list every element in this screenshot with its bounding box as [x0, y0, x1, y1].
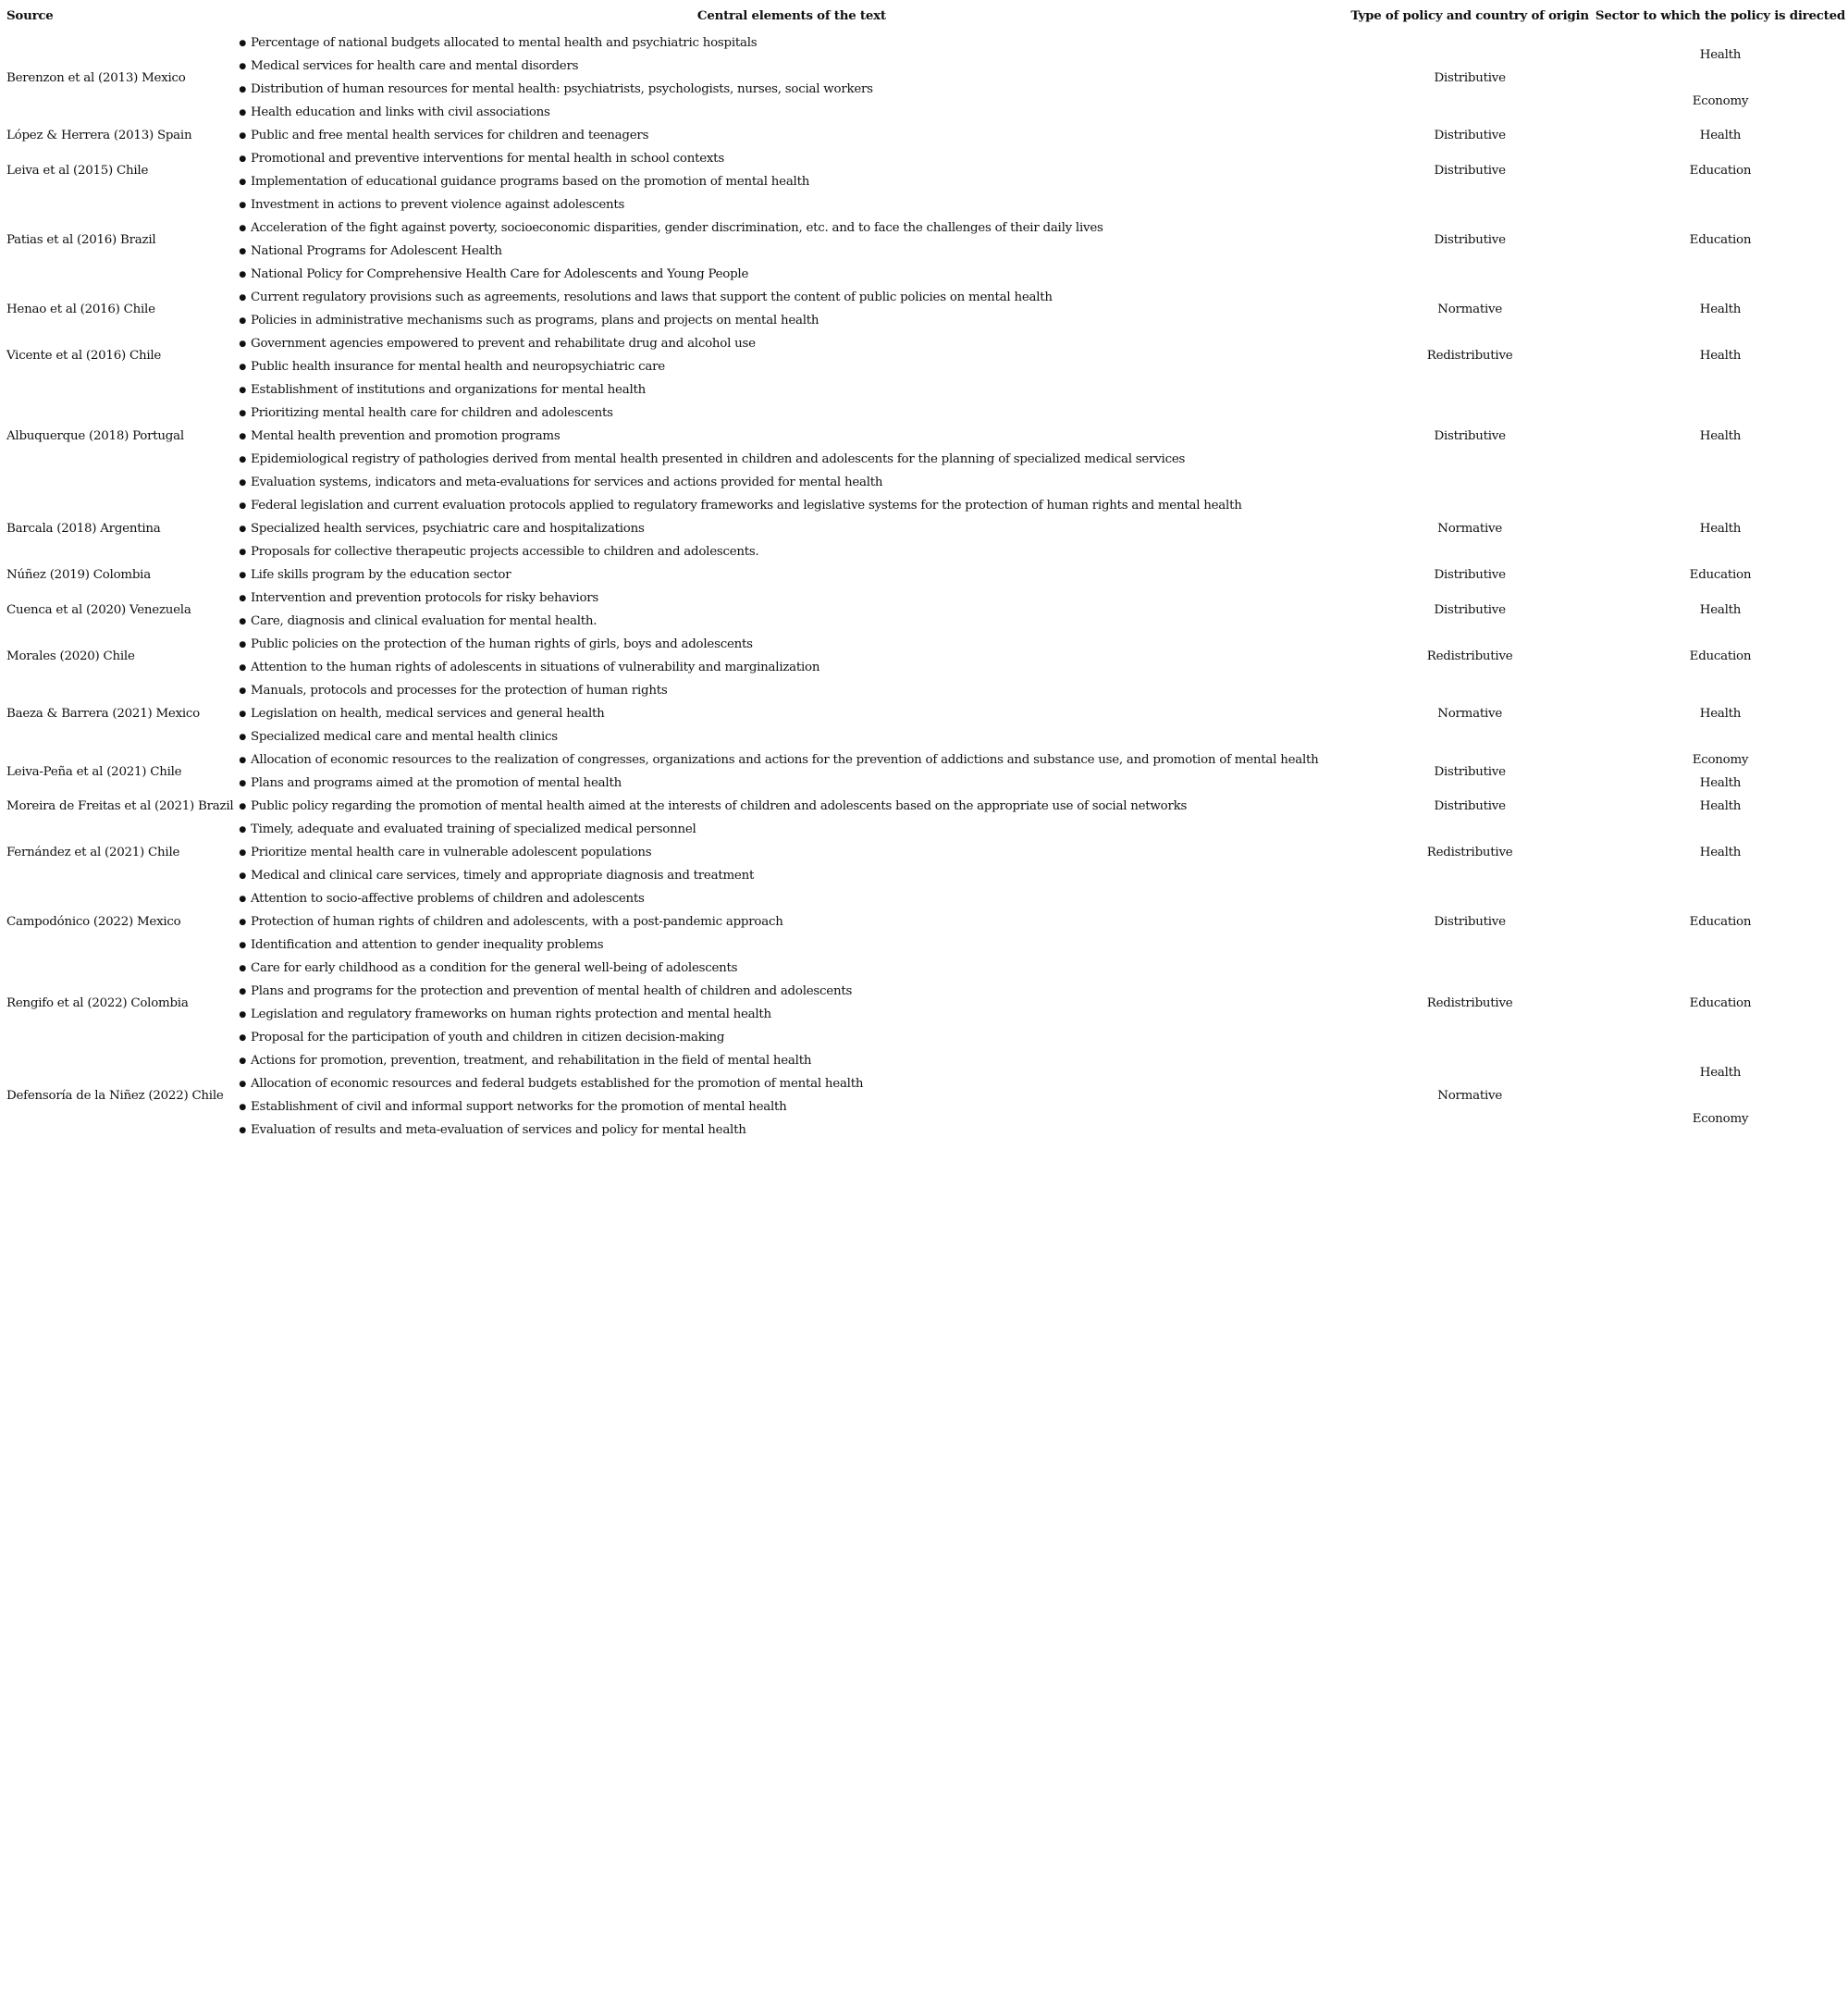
table-row — [4, 286, 1848, 332]
sector-cell — [1593, 378, 1848, 494]
policy-type-cell: Distributive — [1434, 129, 1506, 142]
elements-cell — [236, 633, 1347, 679]
elements-cell — [236, 31, 1347, 124]
sector-cell — [1593, 494, 1848, 563]
sector-label: Economy — [1692, 93, 1749, 108]
element-bullet-item: ● Proposal for the participation of youth and children in citizen decision-making — [239, 1026, 1344, 1049]
element-bullet-item: ● Allocation of economic resources and federal budgets established for the promotion of mental health — [239, 1072, 1344, 1095]
sector-label: Economy — [1692, 753, 1749, 767]
policy-type-cell: Normative — [1437, 522, 1502, 536]
table-row — [4, 587, 1848, 633]
sector-label: Health — [1699, 1065, 1742, 1080]
table-row — [4, 378, 1848, 494]
sector-label: Health — [1699, 522, 1742, 536]
sector-label: Education — [1689, 649, 1752, 663]
sector-label: Health — [1699, 47, 1742, 62]
elements-cell — [236, 147, 1347, 193]
table-row — [4, 31, 1848, 124]
table-row — [4, 633, 1848, 679]
element-bullet-item: ● Public health insurance for mental health and neuropsychiatric care — [239, 355, 1344, 378]
policy-type-cell: Distributive — [1434, 915, 1506, 929]
source-cell: Leiva-Peña et al (2021) Chile — [6, 764, 182, 779]
element-bullet-item: ● Actions for promotion, prevention, treatment, and rehabilitation in the field of mental health — [239, 1049, 1344, 1072]
policy-type-cell: Distributive — [1434, 764, 1506, 779]
source-cell: Henao et al (2016) Chile — [6, 302, 155, 316]
sector-cell — [1593, 587, 1848, 633]
sector-cell — [1593, 748, 1848, 795]
element-bullet-item: ● Care for early childhood as a condition for the general well-being of adolescents — [239, 957, 1344, 980]
element-bullet-item: ● Legislation on health, medical services and general health — [239, 702, 1344, 725]
elements-cell — [236, 748, 1347, 795]
elements-cell — [236, 957, 1347, 1049]
source-cell: Defensoría de la Niñez (2022) Chile — [6, 1088, 224, 1103]
element-bullet-item: ● Proposals for collective therapeutic projects accessible to children and adolescents. — [239, 540, 1344, 563]
source-cell: Baeza & Barrera (2021) Mexico — [6, 707, 200, 721]
element-bullet-item: ● Current regulatory provisions such as agreements, resolutions and laws that support the content of public policies on mental health — [239, 286, 1344, 309]
sector-label: Health — [1699, 846, 1742, 859]
table-row — [4, 679, 1848, 748]
sector-cell — [1593, 332, 1848, 378]
sector-cell — [1593, 563, 1848, 587]
elements-cell — [236, 494, 1347, 563]
sector-label: Health — [1699, 348, 1742, 363]
elements-cell — [236, 563, 1347, 587]
source-cell: Moreira de Freitas et al (2021) Brazil — [6, 799, 234, 813]
header-elements: Central elements of the text — [696, 8, 886, 23]
element-bullet-item: ● Life skills program by the education sector — [239, 563, 1344, 587]
element-bullet-item: ● Percentage of national budgets allocated to mental health and psychiatric hospitals — [239, 31, 1344, 55]
element-bullet-item: ● Public policy regarding the promotion of mental health aimed at the interests of children and adolescents based on the appropriate use of social networks — [239, 795, 1344, 818]
table-header-row — [4, 0, 1848, 31]
source-cell: Cuenca et al (2020) Venezuela — [6, 602, 191, 617]
sector-label: Health — [1699, 602, 1742, 617]
sector-label: Health — [1699, 707, 1742, 721]
element-bullet-item: ● National Programs for Adolescent Health — [239, 240, 1344, 263]
sector-cell — [1593, 957, 1848, 1049]
source-cell: Berenzon et al (2013) Mexico — [6, 70, 186, 85]
policy-type-cell: Normative — [1437, 302, 1502, 316]
element-bullet-item: ● Attention to the human rights of adolescents in situations of vulnerability and marginalization — [239, 656, 1344, 679]
header-source: Source — [6, 8, 54, 23]
sector-cell — [1593, 633, 1848, 679]
sector-label: Education — [1689, 163, 1752, 178]
policy-type-cell: Distributive — [1434, 429, 1506, 443]
table-row — [4, 124, 1848, 147]
sector-cell — [1593, 1049, 1848, 1142]
policy-type-cell: Redistributive — [1426, 995, 1513, 1010]
element-bullet-item: ● Public policies on the protection of the human rights of girls, boys and adolescents — [239, 633, 1344, 656]
sector-label: Health — [1699, 429, 1742, 443]
sector-label: Education — [1689, 915, 1752, 929]
element-bullet-item: ● Care, diagnosis and clinical evaluation for mental health. — [239, 610, 1344, 633]
table-row — [4, 957, 1848, 1049]
element-bullet-item: ● Plans and programs aimed at the promotion of mental health — [239, 772, 1344, 795]
elements-cell — [236, 587, 1347, 633]
sector-label: Health — [1699, 799, 1742, 813]
elements-cell — [236, 887, 1347, 957]
header-sector: Sector to which the policy is directed — [1595, 8, 1845, 23]
element-bullet-item: ● Legislation and regulatory frameworks on human rights protection and mental health — [239, 1003, 1344, 1026]
sector-cell — [1593, 887, 1848, 957]
element-bullet-item: ● Promotional and preventive interventions for mental health in school contexts — [239, 147, 1344, 170]
table-row — [4, 494, 1848, 563]
sector-cell — [1593, 147, 1848, 193]
sector-label: Education — [1689, 568, 1752, 582]
elements-cell — [236, 332, 1347, 378]
element-bullet-item: ● Establishment of civil and informal support networks for the promotion of mental health — [239, 1095, 1344, 1119]
element-bullet-item: ● Public and free mental health services for children and teenagers — [239, 124, 1344, 147]
element-bullet-item: ● Prioritize mental health care in vulnerable adolescent populations — [239, 841, 1344, 864]
sector-cell — [1593, 31, 1848, 124]
sector-cell — [1593, 193, 1848, 286]
sector-label: Education — [1689, 995, 1752, 1010]
element-bullet-item: ● Epidemiological registry of pathologies derived from mental health presented in children and adolescents for the planning of specialized medical services — [239, 448, 1344, 471]
sector-cell — [1593, 795, 1848, 818]
source-cell: Núñez (2019) Colombia — [6, 568, 151, 582]
element-bullet-item: ● Federal legislation and current evaluation protocols applied to regulatory frameworks and legislative systems for the protection of human rights and mental health — [239, 494, 1344, 517]
table-row — [4, 748, 1848, 795]
element-bullet-item: ● Protection of human rights of children and adolescents, with a post-pandemic approach — [239, 910, 1344, 933]
table-row — [4, 818, 1848, 887]
element-bullet-item: ● Distribution of human resources for mental health: psychiatrists, psychologists, nurses, social workers — [239, 78, 1344, 101]
header-type: Type of policy and country of origin — [1350, 8, 1589, 23]
source-cell: Rengifo et al (2022) Colombia — [6, 995, 189, 1010]
source-cell: Barcala (2018) Argentina — [6, 522, 161, 536]
element-bullet-item: ● Intervention and prevention protocols for risky behaviors — [239, 587, 1344, 610]
element-bullet-item: ● Plans and programs for the protection and prevention of mental health of children and adolescents — [239, 980, 1344, 1003]
policy-table — [4, 0, 1848, 1142]
source-cell: Vicente et al (2016) Chile — [6, 348, 162, 363]
elements-cell — [236, 378, 1347, 494]
sector-label: Economy — [1692, 1111, 1749, 1126]
policy-type-cell: Distributive — [1434, 70, 1506, 85]
sector-cell — [1593, 679, 1848, 748]
policy-type-cell: Distributive — [1434, 568, 1506, 582]
policy-type-cell: Normative — [1437, 1088, 1502, 1103]
table-body — [4, 31, 1848, 1142]
source-cell: Campodónico (2022) Mexico — [6, 915, 181, 929]
elements-cell — [236, 795, 1347, 818]
sector-cell — [1593, 286, 1848, 332]
policy-type-cell: Distributive — [1434, 602, 1506, 617]
element-bullet-item: ● Government agencies empowered to prevent and rehabilitate drug and alcohol use — [239, 332, 1344, 355]
element-bullet-item: ● Investment in actions to prevent violence against adolescents — [239, 193, 1344, 216]
source-cell: Morales (2020) Chile — [6, 649, 135, 663]
elements-cell — [236, 679, 1347, 748]
policy-type-cell: Distributive — [1434, 232, 1506, 247]
element-bullet-item: ● Medical services for health care and mental disorders — [239, 55, 1344, 78]
element-bullet-item: ● National Policy for Comprehensive Health Care for Adolescents and Young People — [239, 263, 1344, 286]
element-bullet-item: ● Manuals, protocols and processes for the protection of human rights — [239, 679, 1344, 702]
table-row — [4, 563, 1848, 587]
element-bullet-item: ● Mental health prevention and promotion programs — [239, 425, 1344, 448]
table-row — [4, 332, 1848, 378]
sector-cell — [1593, 818, 1848, 887]
element-bullet-item: ● Timely, adequate and evaluated training of specialized medical personnel — [239, 818, 1344, 841]
element-bullet-item: ● Specialized health services, psychiatric care and hospitalizations — [239, 517, 1344, 540]
element-bullet-item: ● Implementation of educational guidance programs based on the promotion of mental health — [239, 170, 1344, 193]
sector-label: Health — [1699, 302, 1742, 316]
elements-cell — [236, 193, 1347, 286]
sector-label: Health — [1699, 776, 1742, 790]
element-bullet-item: ● Acceleration of the fight against poverty, socioeconomic disparities, gender discrimination, etc. and to face the challenges of their daily lives — [239, 216, 1344, 240]
table-row — [4, 887, 1848, 957]
sector-label: Health — [1699, 129, 1742, 142]
element-bullet-item: ● Health education and links with civil associations — [239, 101, 1344, 124]
elements-cell — [236, 818, 1347, 887]
element-bullet-item: ● Policies in administrative mechanisms such as programs, plans and projects on mental health — [239, 309, 1344, 332]
element-bullet-item: ● Establishment of institutions and organizations for mental health — [239, 378, 1344, 402]
source-cell: López & Herrera (2013) Spain — [6, 129, 192, 142]
source-cell: Patias et al (2016) Brazil — [6, 232, 156, 247]
source-cell: Leiva et al (2015) Chile — [6, 163, 149, 178]
source-cell: Albuquerque (2018) Portugal — [6, 429, 184, 443]
table-row — [4, 193, 1848, 286]
table-row — [4, 147, 1848, 193]
policy-type-cell: Redistributive — [1426, 846, 1513, 859]
policy-type-cell: Distributive — [1434, 163, 1506, 178]
element-bullet-item: ● Medical and clinical care services, timely and appropriate diagnosis and treatment — [239, 864, 1344, 887]
policy-type-cell: Redistributive — [1426, 649, 1513, 663]
source-cell: Fernández et al (2021) Chile — [6, 846, 180, 859]
policy-type-cell: Distributive — [1434, 799, 1506, 813]
sector-label: Education — [1689, 232, 1752, 247]
element-bullet-item: ● Evaluation systems, indicators and meta-evaluations for services and actions provided for mental health — [239, 471, 1344, 494]
element-bullet-item: ● Attention to socio-affective problems of children and adolescents — [239, 887, 1344, 910]
element-bullet-item: ● Identification and attention to gender inequality problems — [239, 933, 1344, 957]
elements-cell — [236, 286, 1347, 332]
policy-type-cell: Redistributive — [1426, 348, 1513, 363]
table-row — [4, 795, 1848, 818]
elements-cell — [236, 124, 1347, 147]
element-bullet-item: ● Prioritizing mental health care for children and adolescents — [239, 402, 1344, 425]
element-bullet-item: ● Allocation of economic resources to the realization of congresses, organizations and actions for the prevention of addictions and substance use, and promotion of mental health — [239, 748, 1344, 772]
element-bullet-item: ● Evaluation of results and meta-evaluation of services and policy for mental health — [239, 1119, 1344, 1142]
table-row — [4, 1049, 1848, 1142]
policy-type-cell: Normative — [1437, 707, 1502, 721]
element-bullet-item: ● Specialized medical care and mental health clinics — [239, 725, 1344, 748]
sector-cell — [1593, 124, 1848, 147]
elements-cell — [236, 1049, 1347, 1142]
